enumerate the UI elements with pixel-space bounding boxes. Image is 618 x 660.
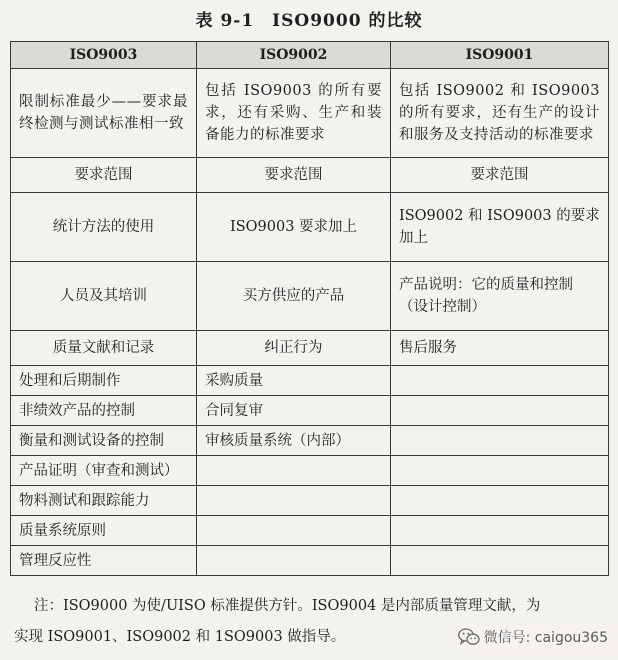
table-cell: 质量文献和记录 — [11, 331, 197, 366]
footnote-line-2: 实现 ISO9001、ISO9002 和 1SO9003 做指导。 — [14, 629, 346, 645]
table-cell: 纠正行为 — [197, 331, 391, 366]
table-row — [11, 516, 609, 546]
table-cell: ISO9002 和 ISO9003 的要求加上 — [391, 193, 609, 262]
table-cell — [197, 546, 391, 576]
footnote-line-1: 注：ISO9000 为使/UISO 标准提供方针。ISO9004 是内部质量管理文献，为 — [34, 598, 541, 614]
watermark-text: 微信号: caigou365 — [483, 630, 608, 646]
header-iso9002: ISO9002 — [197, 42, 391, 69]
table-cell: 包括 ISO9003 的所有要求，还有采购、生产和装备能力的标准要求 — [197, 69, 391, 158]
table-cell — [391, 396, 609, 426]
table-cell: 包括 ISO9002 和 ISO9003 的所有要求，还有生产的设计和服务及支持活动的标准要求 — [391, 69, 609, 158]
wechat-icon — [458, 628, 480, 646]
table-cell: 处理和后期制作 — [11, 366, 197, 396]
table-cell — [197, 516, 391, 546]
table-cell — [197, 456, 391, 486]
table-cell: 合同复审 — [197, 396, 391, 426]
table-cell: 限制标准最少——要求最终检测与测试标准相一致 — [11, 69, 197, 158]
table-cell — [391, 516, 609, 546]
table-cell — [391, 486, 609, 516]
table-cell: 产品说明：它的质量和控制（设计控制） — [391, 262, 609, 331]
table-cell: 产品证明（审查和测试） — [11, 456, 197, 486]
table-row — [11, 486, 609, 516]
table-cell: 要求范围 — [11, 158, 197, 193]
table-cell — [391, 366, 609, 396]
table-cell: 要求范围 — [391, 158, 609, 193]
table-cell: ISO9003 要求加上 — [197, 193, 391, 262]
table-cell: 衡量和测试设备的控制 — [11, 426, 197, 456]
table-row — [11, 426, 609, 456]
table-row — [11, 331, 609, 366]
table-header-row — [11, 42, 609, 69]
table-cell — [197, 486, 391, 516]
table-cell: 质量系统原则 — [11, 516, 197, 546]
table-cell: 非绩效产品的控制 — [11, 396, 197, 426]
table-row — [11, 396, 609, 426]
table-row — [11, 69, 609, 158]
table-cell: 采购质量 — [197, 366, 391, 396]
table-row — [11, 193, 609, 262]
header-iso9001: ISO9001 — [391, 42, 609, 69]
table-cell: 统计方法的使用 — [11, 193, 197, 262]
table-row — [11, 456, 609, 486]
table-row — [11, 158, 609, 193]
table-cell: 人员及其培训 — [11, 262, 197, 331]
table-cell: 售后服务 — [391, 331, 609, 366]
table-cell: 审核质量系统（内部） — [197, 426, 391, 456]
table-row — [11, 262, 609, 331]
table-cell — [391, 456, 609, 486]
table-row — [11, 366, 609, 396]
header-iso9003: ISO9003 — [11, 42, 197, 69]
table-cell: 管理反应性 — [11, 546, 197, 576]
table-title: 表 9-1 ISO9000 的比较 — [195, 11, 423, 31]
table-row — [11, 546, 609, 576]
table-cell: 物料测试和跟踪能力 — [11, 486, 197, 516]
table-cell — [391, 426, 609, 456]
comparison-table — [10, 41, 609, 576]
table-cell — [391, 546, 609, 576]
watermark — [454, 625, 612, 649]
table-cell: 要求范围 — [197, 158, 391, 193]
table-cell: 买方供应的产品 — [197, 262, 391, 331]
